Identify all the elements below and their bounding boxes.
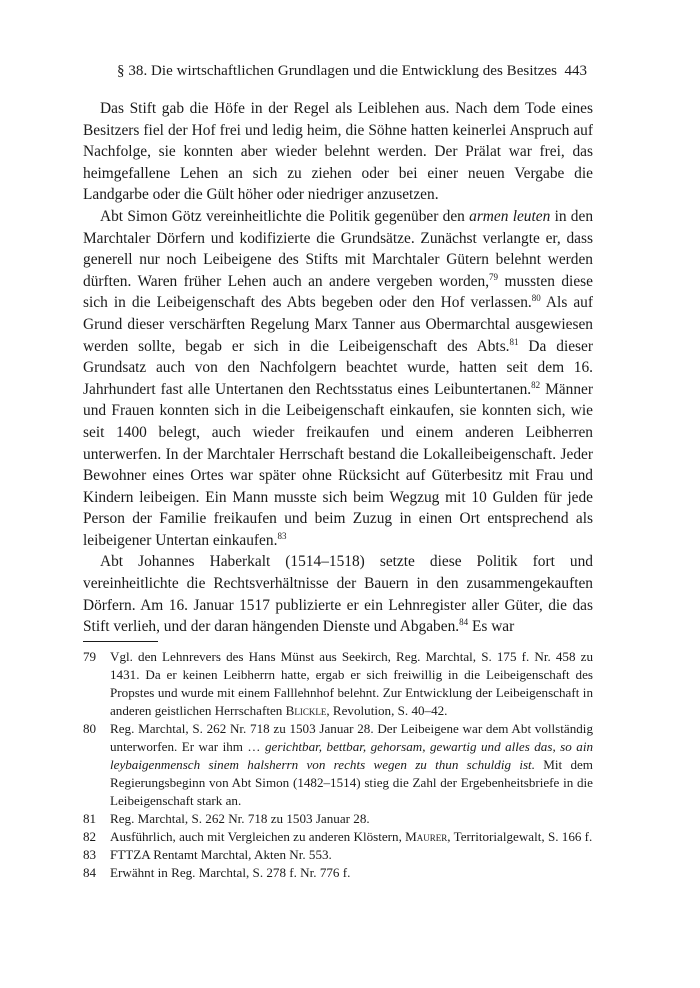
footnote-number: 79 [83, 649, 97, 664]
footnote-segment: Mit dem Regierungsbeginn von Abt Simon (1482–1514) stieg die Zahl der Ergebenheitsbriefe in die Leibeigenschaft stark an. [110, 757, 593, 808]
footnote-segment: Reg. Marchtal, S. 262 Nr. 718 zu 1503 Januar 28. Der Leibeigene war dem Abt vollständig unterworfen. Er war ihm … [110, 721, 593, 754]
paragraph-text: Abt Simon Götz vereinheitlichte die Politik gegenüber den [100, 207, 470, 225]
paragraph-text: Männer und Frauen konnten sich in die Leibeigenschaft einkaufen, sie konnten sich, wie seit 1400 belegt, auch wieder freikaufen und einem anderen Leibherren unterwerfen. In der Marchtaler Herrschaft bestand die Lokalleibeigenschaft. Jeder Bewohner eines Ortes war später ohne Rücksicht auf Güterbesitz mit Frau und Kindern leibeigen. Ein Mann musste sich beim Wegzug mit 10 Gulden für jede Person der Familie freikaufen und beim Zuzug in einen Ort entsprechend als leibeigener Untertan einkaufen. [83, 380, 593, 549]
footnote-83 [83, 846, 593, 864]
paragraph-text: Es war [468, 618, 515, 636]
paragraph-1 [83, 98, 593, 206]
footnote-text [110, 846, 593, 864]
footnote-segment: Erwähnt in Reg. Marchtal, S. 278 f. Nr. 776 f. [110, 865, 351, 880]
author-name: Blickle [285, 703, 327, 718]
footnote-text [110, 720, 593, 810]
paragraph-3 [83, 551, 593, 637]
footnote-text [110, 648, 593, 720]
footnote-ref-80[interactable]: 80 [531, 293, 541, 304]
running-head [117, 62, 587, 80]
paragraph-text: Abt Johannes Haberkalt (1514–1518) setzte diese Politik fort und vereinheitlichte die Rechtsverhältnisse der Bauern in den zusammengekauften Dörfern. Am 16. Januar 1517 publizierte er ein Lehnregister aller Güter, die das Stift verlieh, und der daran hängenden Dienste und Abgaben. [83, 553, 593, 636]
footnote-84 [83, 864, 593, 882]
footnote-80 [83, 720, 593, 810]
footnote-ref-83[interactable]: 83 [277, 530, 287, 541]
footnote-ref-84[interactable]: 84 [459, 617, 469, 628]
footnote-text [110, 864, 593, 882]
paragraph-text: Das Stift gab die Höfe in der Regel als Leiblehen aus. Nach dem Tode eines Besitzers fiel der Hof frei und ledig heim, die Söhne hatten keinerlei Anspruch auf Nachfolge, sie konnten aber wieder belehnt werden. Der Prälat war frei, das heimgefallene Lehen an sich zu ziehen oder bei einer neuen Vergabe die Landgarbe oder die Gült höher oder niedriger anzusetzen. [83, 100, 593, 204]
paragraph-text: Als auf Grund dieser verschärften Regelung Marx Tanner aus Obermarchtal ausgewiesen werden sollte, begab er sich in die Leibeigenschaft des Abts. [83, 294, 593, 355]
footnote-segment: Vgl. den Lehnrevers des Hans Münst aus Seekirch, Reg. Marchtal, S. 175 f. Nr. 458 zu 1431. Da er keinen Leibherrn hatte, ergab er sich freiwillig in die Leibeigenschaft des Propstes und wurde mit einem Falllehnhof belehnt. Zur Entwicklung der Leibeigenschaft in anderen geistlichen Herrschaften [110, 649, 593, 718]
footnote-ref-79[interactable]: 79 [489, 271, 499, 282]
footnote-number: 82 [83, 829, 97, 844]
footnote-segment: FTTZA Rentamt Marchtal, Akten Nr. 553. [110, 847, 332, 862]
footnote-segment: , Territorialgewalt, S. 166 f. [447, 829, 593, 844]
footnote-segment: , Revolution, S. 40–42. [326, 703, 448, 718]
footnote-ref-82[interactable]: 82 [531, 379, 541, 390]
footnote-text [110, 828, 593, 846]
footnotes [83, 648, 593, 882]
footnote-number: 80 [83, 721, 97, 736]
footnote-segment: Reg. Marchtal, S. 262 Nr. 718 zu 1503 Januar 28. [110, 811, 370, 826]
footnote-79 [83, 648, 593, 720]
footnote-text [110, 810, 593, 828]
footnote-number: 84 [83, 865, 97, 880]
footnote-number: 81 [83, 811, 97, 826]
paragraph-text: Da dieser Grundsatz auch von den Nachfolgern beachtet wurde, hatten seit dem 16. Jahrhundert fast alle Untertanen den Rechtsstatus eines Leibuntertanen. [83, 337, 593, 398]
paragraph-2 [83, 206, 593, 552]
footnote-number: 83 [83, 847, 97, 862]
page-number: 443 [564, 63, 587, 79]
quoted-source: gerichtbar, bettbar, gehorsam, gewartig und alles das, so ain leybaigenmensch sinem halsherrn von rechts wegen zu thun schuldig ist. [110, 739, 593, 772]
paragraph-text: in den Marchtaler Dörfern und kodifizierte die Grundsätze. Zunächst verlangte er, dass generell nur noch Leibeigene des Stifts mit Marchtaler Gütern belehnt werden dürften. Waren früher Lehen auch an andere vergeben worden, [83, 207, 594, 290]
paragraph-text: mussten diese sich in die Leibeigenschaft des Abts begeben oder den Hof verlassen. [83, 272, 593, 312]
footnote-divider [83, 641, 158, 642]
running-head-title: § 38. Die wirtschaftlichen Grundlagen und die Entwicklung des Besitzes [117, 63, 558, 79]
footnote-segment: Ausführlich, auch mit Vergleichen zu anderen Klöstern, [110, 829, 406, 844]
body-text [83, 98, 593, 638]
italic-term: armen leuten [469, 207, 551, 225]
footnote-ref-81[interactable]: 81 [509, 336, 519, 347]
author-name: Maurer [405, 829, 448, 844]
footnote-81 [83, 810, 593, 828]
footnote-82 [83, 828, 593, 846]
